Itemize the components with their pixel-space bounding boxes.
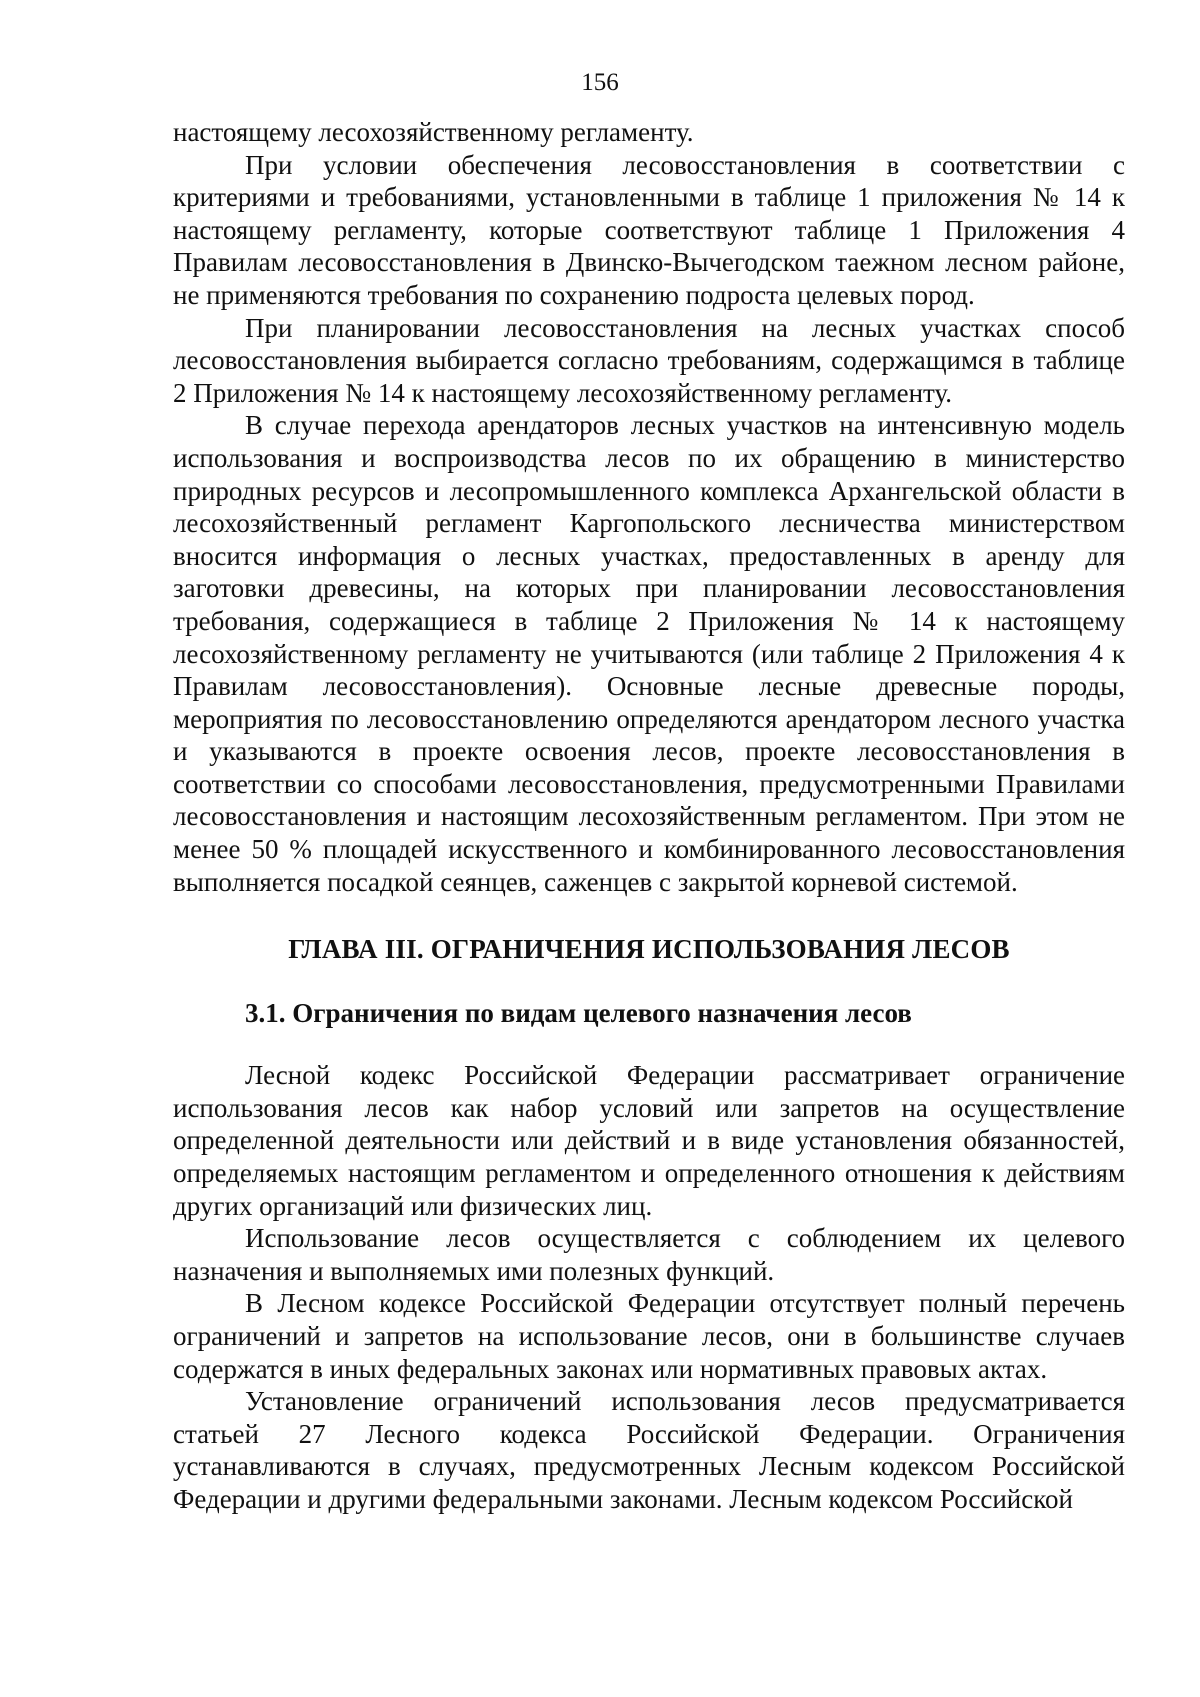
chapter-heading: ГЛАВА III. ОГРАНИЧЕНИЯ ИСПОЛЬЗОВАНИЯ ЛЕСОВ: [288, 934, 1010, 965]
page-number: 156: [581, 69, 619, 96]
paragraph-continuation: настоящему лесохозяйственному регламенту.: [173, 117, 694, 147]
paragraph-forest-code-restrictions: Лесной кодекс Российской Федерации рассматривает ограничение использования лесов как набор условий или запретов на осуществление определенной деятельности или действий и в виде установления обязанностей, определяемых настоящим регламентом и определенного отношения к действиям других организаций или физических лиц.: [173, 1060, 1125, 1221]
paragraph-undergrowth-requirements: При условии обеспечения лесовосстановления в соответствии с критериями и требованиями, установленными в таблице 1 приложения № 14 к настоящему регламенту, которые соответствуют таблице 1 Приложения 4 Правилам лесовосстановления в Двинско-Вычегодском таежном лесном районе, не применяются требования по сохранению подроста целевых пород.: [173, 149, 1125, 310]
paragraph-article-27: Установление ограничений использования лесов предусматривается статьей 27 Лесного кодекса Российской Федерации. Ограничения устанавливаются в случаях, предусмотренных Лесным кодексом Российской Федерации и другими федеральными законами. Лесным кодексом Российской: [173, 1386, 1125, 1514]
page-content: [173, 116, 1125, 1516]
paragraph-reforestation-method: При планировании лесовосстановления на лесных участках способ лесовосстановления выбирается согласно требованиям, содержащимся в таблице 2 Приложения № 14 к настоящему лесохозяйственному регламенту.: [173, 312, 1125, 408]
paragraph-restrictions-list: В Лесном кодексе Российской Федерации отсутствует полный перечень ограничений и запретов на использование лесов, они в большинстве случаев содержатся в иных федеральных законах или нормативных правовых актах.: [173, 1288, 1125, 1384]
section-heading: 3.1. Ограничения по видам целевого назначения лесов: [245, 998, 912, 1029]
paragraph-intensive-model: В случае перехода арендаторов лесных участков на интенсивную модель использования и воспроизводства лесов по их обращению в министерство природных ресурсов и лесопромышленного комплекса Архангельской области в лесохозяйственный регламент Каргопольского лесничества министерством вносится информация о лесных участках, предоставленных в аренду для заготовки древесины, на которых при планировании лесовосстановления требования, содержащиеся в таблице 2 Приложения № 14 к настоящему лесохозяйственному регламенту не учитываются (или таблице 2 Приложения 4 к Правилам лесовосстановления). Основные лесные древесные породы, мероприятия по лесовосстановлению определяются арендатором лесного участка и указываются в проекте освоения лесов, проекте лесовосстановления в соответствии со способами лесовосстановления, предусмотренными Правилами лесовосстановления и настоящим лесохозяйственным регламентом. При этом не менее 50 % площадей искусственного и комбинированного лесовосстановления выполняется посадкой сеянцев, саженцев с закрытой корневой системой.: [173, 410, 1125, 897]
paragraph-forest-use-purpose: Использование лесов осуществляется с соблюдением их целевого назначения и выполняемых ими полезных функций.: [173, 1223, 1125, 1286]
